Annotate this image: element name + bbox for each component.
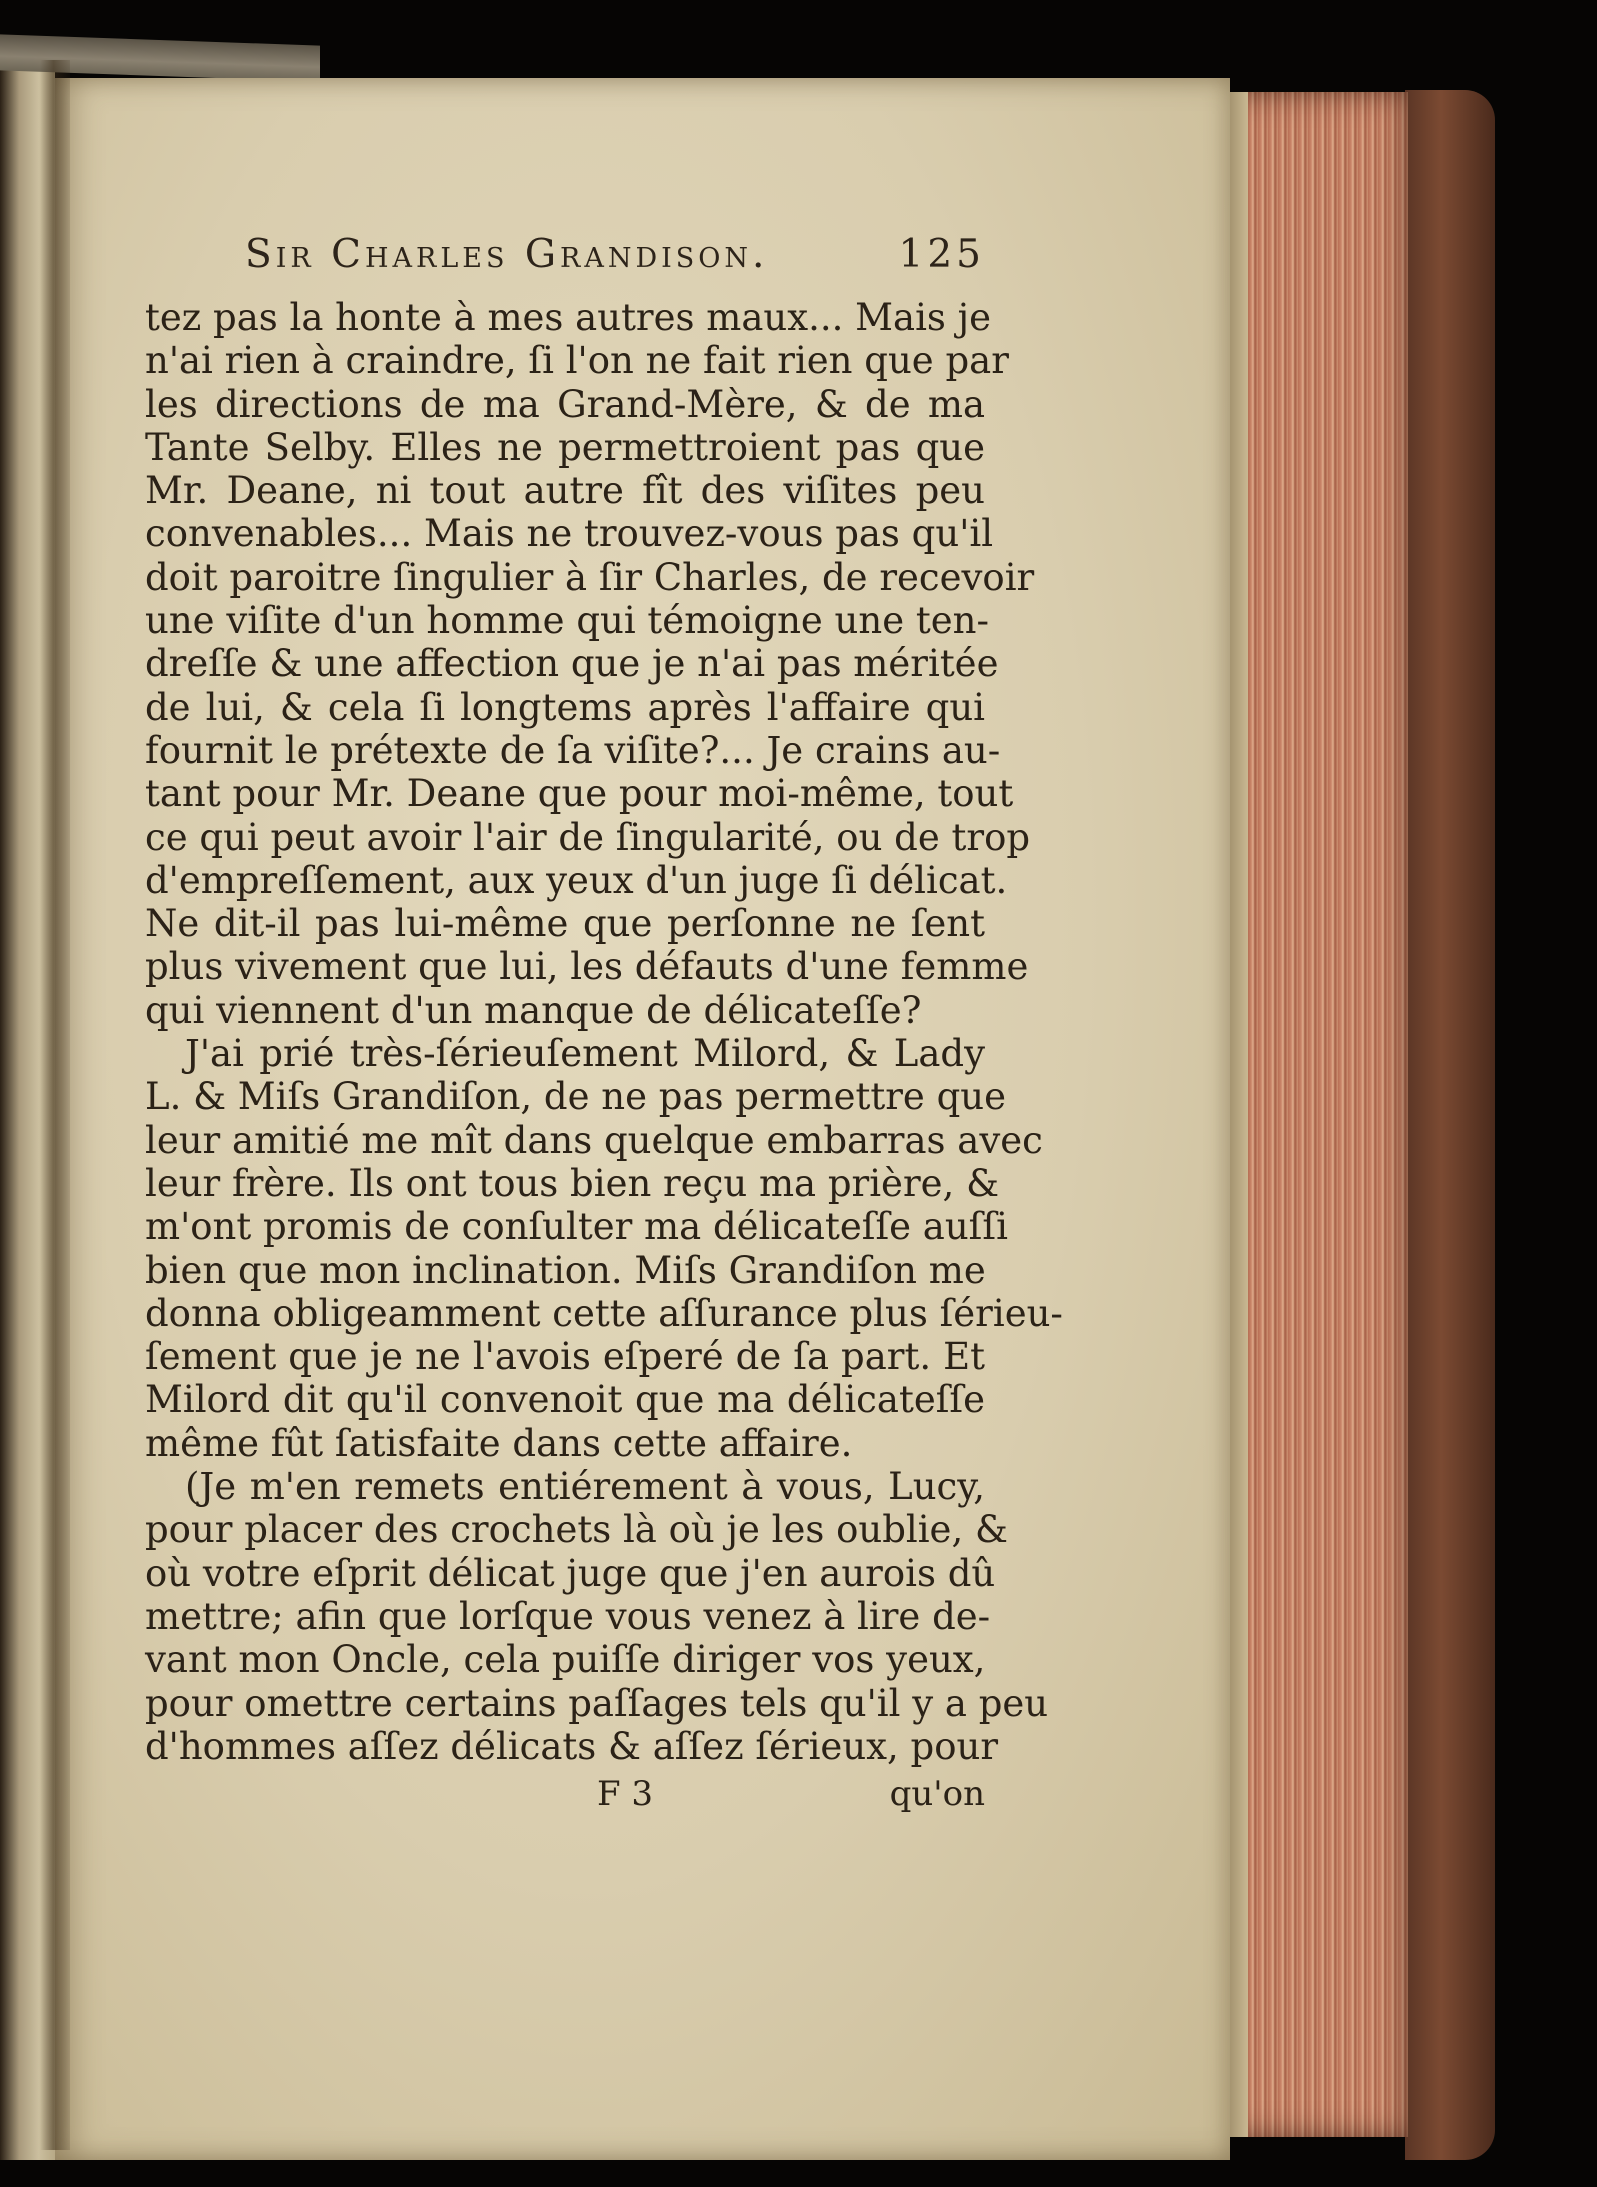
text-line: où votre eſprit délicat juge que j'en aurois dû <box>145 1551 996 1595</box>
text-line: pour omettre certains paſſages tels qu'il y a peu <box>145 1681 1049 1725</box>
catchword: qu'on <box>889 1774 985 1815</box>
page-number: 125 <box>898 232 985 277</box>
text-line: leur amitié me mît dans quelque embarras avec <box>145 1118 1043 1162</box>
text-line: dreſſe & une affection que je n'ai pas méritée <box>145 642 999 686</box>
text-line: bien que mon inclination. Miſs Grandiſon me <box>145 1248 986 1292</box>
text-line: vant mon Oncle, cela puiſſe diriger vos yeux, <box>145 1638 986 1682</box>
text-line: donna obligeamment cette aſſurance plus ſérieu- <box>145 1291 1063 1335</box>
text-line: convenables... Mais ne trouvez-vous pas qu'il <box>145 512 994 556</box>
gutter-shadow <box>40 60 70 2150</box>
text-line: pour placer des crochets là où je les oublie, & <box>145 1508 1008 1552</box>
text-line: n'ai rien à craindre, ſi l'on ne fait rien que par <box>145 339 1009 383</box>
text-block <box>145 232 1063 1820</box>
book-cover-edge <box>1405 90 1495 2160</box>
signature-mark: F 3 <box>597 1774 654 1815</box>
text-line: mettre; afin que lorſque vous venez à lire de- <box>145 1594 991 1638</box>
text-line: même fût ſatisfaite dans cette affaire. <box>145 1421 853 1465</box>
running-title: Sir Charles Grandison. <box>245 232 769 277</box>
text-line: Ne dit-il pas lui-même que perſonne ne ſent <box>145 902 985 946</box>
text-line: plus vivement que lui, les défauts d'une femme <box>145 945 1029 989</box>
text-line: doit paroitre ſingulier à ſir Charles, de recevoir <box>145 555 1035 599</box>
text-line: tez pas la honte à mes autres maux... Mais je <box>145 296 992 339</box>
text-line: qui viennent d'un manque de délicateſſe? <box>145 988 922 1032</box>
text-line: m'ont promis de conſulter ma délicateſſe auſſi <box>145 1205 1008 1249</box>
text-line: tant pour Mr. Deane que pour moi-même, tout <box>145 772 1014 816</box>
text-line: Tante Selby. Elles ne permettroient pas que <box>145 425 985 469</box>
text-line: d'empreſſement, aux yeux d'un juge ſi délicat. <box>145 858 1008 902</box>
text-line: leur frère. Ils ont tous bien reçu ma prière, & <box>145 1161 999 1205</box>
text-line: (Je m'en remets entiérement à vous, Lucy, <box>185 1465 985 1509</box>
text-line: L. & Miſs Grandiſon, de ne pas permettre que <box>145 1075 1006 1119</box>
text-line: fournit le prétexte de ſa viſite?... Je crains au- <box>145 728 1001 772</box>
text-line: une viſite d'un homme qui témoigne une ten- <box>145 599 989 643</box>
page-footer <box>145 1774 985 1820</box>
text-line: ce qui peut avoir l'air de ſingularité, ou de trop <box>145 815 1031 859</box>
text-line: Milord dit qu'il convenoit que ma délicateſſe <box>145 1378 985 1422</box>
text-line: d'hommes aſſez délicats & aſſez ſérieux, pour <box>145 1724 999 1768</box>
text-line: J'ai prié très-ſérieuſement Milord, & Lady <box>185 1032 985 1076</box>
running-head <box>145 232 985 296</box>
body-text <box>145 296 1063 1768</box>
text-line: Mr. Deane, ni tout autre fît des viſites peu <box>145 469 985 513</box>
text-line: ſement que je ne l'avois eſperé de ſa part. Et <box>145 1335 985 1379</box>
text-line: les directions de ma Grand-Mère, & de ma <box>145 382 985 426</box>
text-line: de lui, & cela ſi longtems après l'affaire qui <box>145 685 985 729</box>
